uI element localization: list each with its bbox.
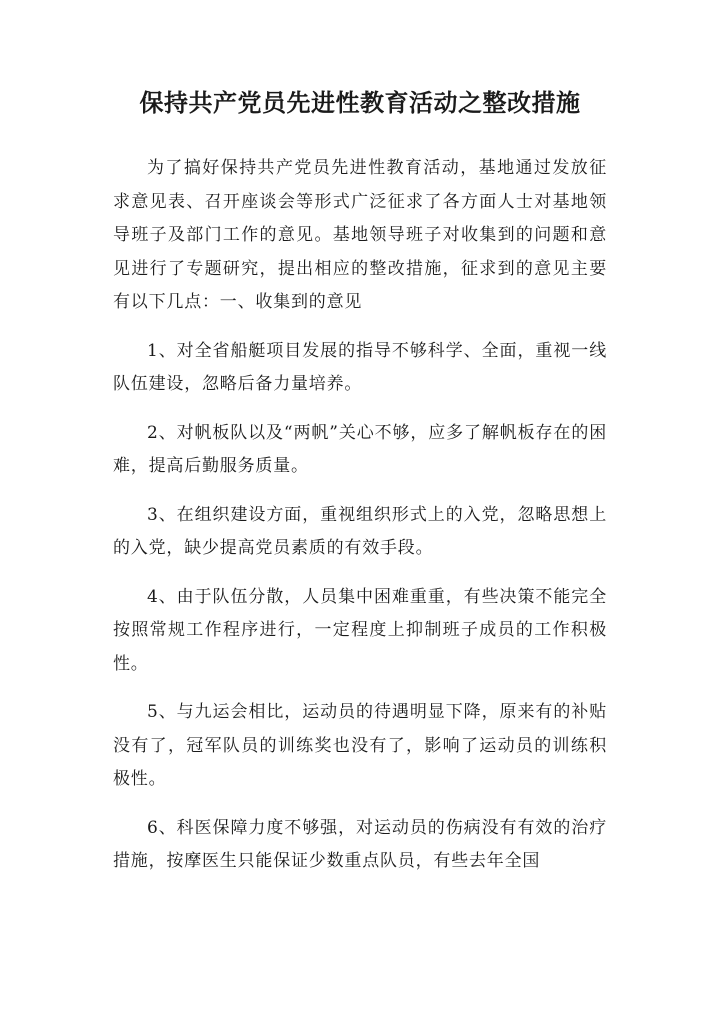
paragraph-item-1: 1、对全省船艇项目发展的指导不够科学、全面，重视一线队伍建设，忽略后备力量培养。 (113, 340, 607, 394)
paragraph-item-2: 2、对帆板队以及“两帆”关心不够，应多了解帆板存在的困难，提高后勤服务质量。 (113, 422, 607, 476)
paragraph-intro: 为了搞好保持共产党员先进性教育活动，基地通过发放征求意见表、召开座谈会等形式广泛征求了各方面人士对基地领导班子及部门工作的意见。基地领导班子对收集到的问题和意见进行了专题研究，提出相应的整改措施，征求到的意见主要有以下几点：一、收集到的意见 (113, 158, 607, 312)
paragraph-item-6: 6、科医保障力度不够强，对运动员的伤病没有有效的治疗措施，按摩医生只能保证少数重点队员，有些去年全国 (113, 817, 607, 871)
paragraph-item-5: 5、与九运会相比，运动员的待遇明显下降，原来有的补贴没有了，冠军队员的训练奖也没有了，影响了运动员的训练积极性。 (113, 702, 607, 789)
document-title: 保持共产党员先进性教育活动之整改措施 (139, 88, 581, 117)
document-page (113, 88, 607, 894)
paragraph-item-3: 3、在组织建设方面，重视组织形式上的入党，忽略思想上的入党，缺少提高党员素质的有效手段。 (113, 504, 607, 558)
paragraph-item-4: 4、由于队伍分散，人员集中困难重重，有些决策不能完全按照常规工作程序进行，一定程度上抑制班子成员的工作积极性。 (113, 586, 607, 674)
